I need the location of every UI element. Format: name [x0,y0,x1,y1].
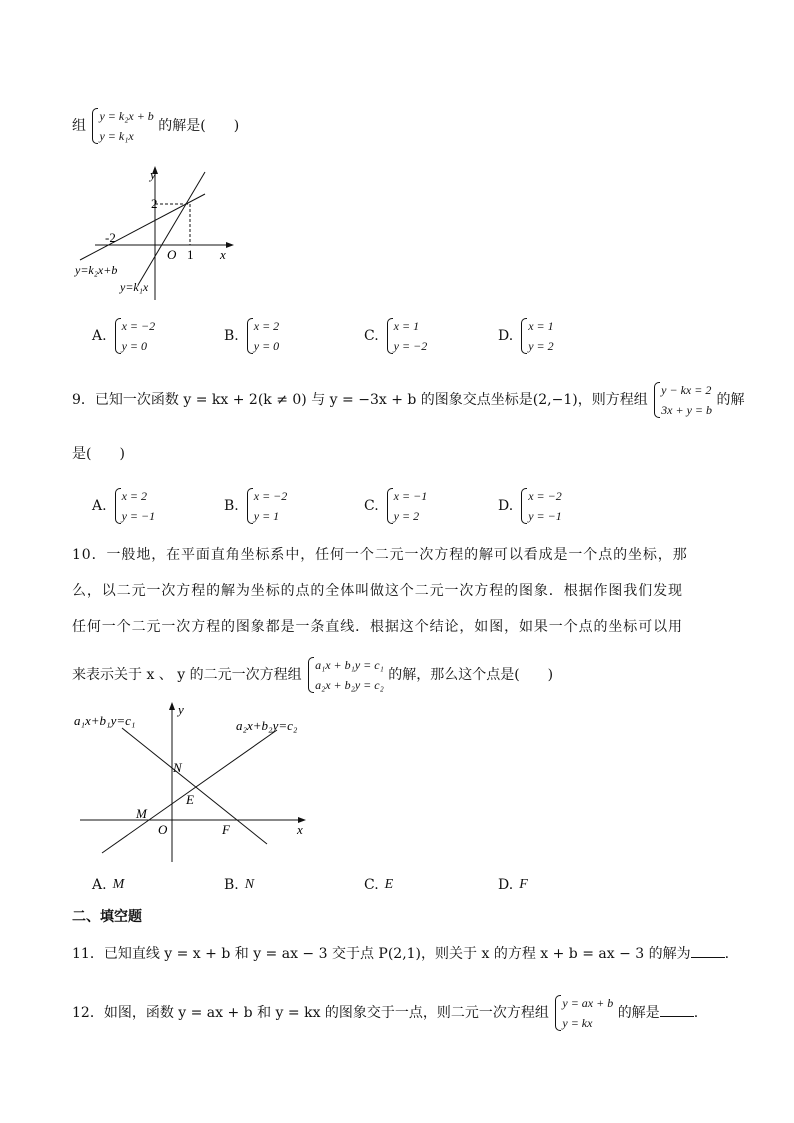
q10-option-d-letter: D. [498,877,514,893]
q10-point-f: F [222,822,230,837]
q8-system [90,106,153,146]
q10-option-c-value: E [384,877,394,892]
q9-system [652,380,712,420]
q9-number: 9． [72,392,95,408]
q10-line4-prefix: 来表示关于 x 、 y 的二元一次方程组 [72,667,302,683]
q10-line2: 么，以二元一次方程的解为坐标的点的全体叫做这个二元一次方程的图象．根据作图我们发现 [72,583,683,599]
q10-option-d-value: F [519,877,528,892]
q8-y-label: y [150,167,156,182]
q11-end: . [724,946,730,962]
q12-system-eq2: y = kx [562,1016,593,1030]
q10-option-c-letter: C. [364,877,379,893]
q10-option-b[interactable] [224,877,254,893]
q9-option-a-letter: A. [92,498,107,514]
q9-option-a-system [113,486,156,526]
q12-answer-blank[interactable] [660,1002,694,1017]
q10-system-eq2: a₂x + b₂y = c₂ [315,678,384,692]
q10-system-eq1: a₁x + b₁y = c₁ [315,658,384,672]
q9-option-b-eq2: y = 1 [253,509,280,523]
q9-option-c-eq1: x = −1 [393,489,428,503]
q10-line4 [72,655,553,695]
q12-stem [72,993,698,1033]
q8-line-k1 [138,172,205,285]
q8-option-c-eq2: y = −2 [393,339,428,353]
q10-option-a-value: M [112,877,125,892]
q10-point-m: M [136,806,147,821]
q9-option-a-eq2: y = −1 [121,509,156,523]
q11-answer-blank[interactable] [691,943,725,958]
q8-line2-label: y=k₁x [120,280,149,294]
q8-tick-x: 1 [187,247,194,262]
q9-option-a[interactable] [92,486,155,526]
q10-origin-label: O [158,822,168,837]
q12-system [553,993,613,1033]
q10-x-label: x [297,822,303,837]
q8-option-c-system [385,316,428,356]
q10-line2-label: a₂x+b₂y=c₂ [236,718,298,733]
q10-line3: 任何一个二元一次方程的图象都是一条直线．根据这个结论，如图，如果一个点的坐标可以用 [72,619,683,635]
q8-prefix: 组 [72,118,86,134]
q8-option-a-system [113,316,156,356]
q12-text2: 的解是 [617,1005,660,1021]
q10-line4-suffix: 的解，那么这个点是( ) [388,667,554,683]
q8-option-c-eq1: x = 1 [393,319,420,333]
q8-option-a-letter: A. [92,328,107,344]
q8-option-c-letter: C. [364,328,379,344]
q9-option-d-system [519,486,562,526]
q9-option-b-eq1: x = −2 [253,489,288,503]
q9-option-b[interactable] [224,486,287,526]
q8-figure [70,160,240,305]
q10-system [306,655,384,695]
q8-option-c[interactable] [364,316,427,356]
q10-option-a[interactable] [92,877,124,893]
q9-text2: 的解 [716,392,745,408]
q8-option-b-system [245,316,279,356]
q8-system-eq2: y = k₁x [99,129,134,143]
q10-option-c[interactable] [364,877,393,893]
q10-option-b-letter: B. [224,877,239,893]
q8-x-label: x [220,247,226,262]
q9-system-eq2: 3x + y = b [661,403,713,417]
q9-option-d-letter: D. [498,498,514,514]
q8-stem [72,106,239,146]
q9-option-c-letter: C. [364,498,379,514]
q8-option-a[interactable] [92,316,155,356]
q10-option-b-value: N [244,877,255,892]
q10-line1: 10．一般地，在平面直角坐标系中，任何一个二元一次方程的解可以看成是一个点的坐标，那 [72,547,688,563]
q8-option-d-letter: D. [498,328,514,344]
q9-stem [72,380,744,420]
q9-option-c-system [385,486,428,526]
q8-option-b-eq2: y = 0 [253,339,280,353]
q9-system-eq1: y − kx = 2 [661,383,712,397]
q9-option-d-eq1: x = −2 [528,489,562,503]
q10-figure [72,700,322,865]
q8-option-d-system [519,316,553,356]
q8-option-b-eq1: x = 2 [253,319,280,333]
q12-end: . [693,1005,699,1021]
q10-option-a-letter: A. [92,877,107,893]
q9-text1: 已知一次函数 y = kx + 2(k ≠ 0) 与 y = −3x + b 的图象交点坐标是(2,−1)，则方程组 [94,392,648,408]
q9-option-d[interactable] [498,486,562,526]
q8-system-eq1: y = k₂x + b [99,109,154,123]
q9-text3: 是( ) [72,446,125,462]
q8-tick-neg: -2 [105,230,116,245]
q10-line1 [122,728,267,844]
q8-option-b[interactable] [224,316,279,356]
q12-system-eq1: y = ax + b [562,996,614,1010]
q10-line1-label: a₁x+b₁y=c₁ [74,713,136,728]
q9-option-c[interactable] [364,486,427,526]
q8-suffix: 的解是( ) [158,118,240,134]
q8-option-d-eq2: y = 2 [528,339,554,353]
q8-origin-label: O [167,247,177,262]
q9-option-b-system [245,486,288,526]
q8-line1-label: y=k₂x+b [75,263,118,277]
q9-option-a-eq1: x = 2 [121,489,147,503]
section-fill-in-heading: 二、填空题 [72,909,142,925]
q8-option-a-eq1: x = −2 [121,319,156,333]
q12-text: 12．如图，函数 y = ax + b 和 y = kx 的图象交于一点，则二元一次方程组 [72,1005,549,1021]
q10-option-d[interactable] [498,877,528,893]
q8-option-a-eq2: y = 0 [121,339,147,353]
q10-point-n: N [173,760,182,775]
q10-y-label: y [178,702,184,717]
q8-x-arrow [226,242,234,248]
q8-option-d[interactable] [498,316,554,356]
q8-option-b-letter: B. [224,328,239,344]
q9-option-d-eq2: y = −1 [528,509,562,523]
q9-option-b-letter: B. [224,498,239,514]
q10-point-e: E [186,792,194,807]
q9-option-c-eq2: y = 2 [393,509,420,523]
q8-option-d-eq1: x = 1 [528,319,554,333]
q11-stem [72,943,729,964]
q10-y-arrow [169,702,175,710]
q8-tick-y: 2 [151,196,158,211]
q11-text: 11．已知直线 y = x + b 和 y = ax − 3 交于点 P(2,1)，则关于 x 的方程 x + b = ax − 3 的解为 [72,946,691,962]
